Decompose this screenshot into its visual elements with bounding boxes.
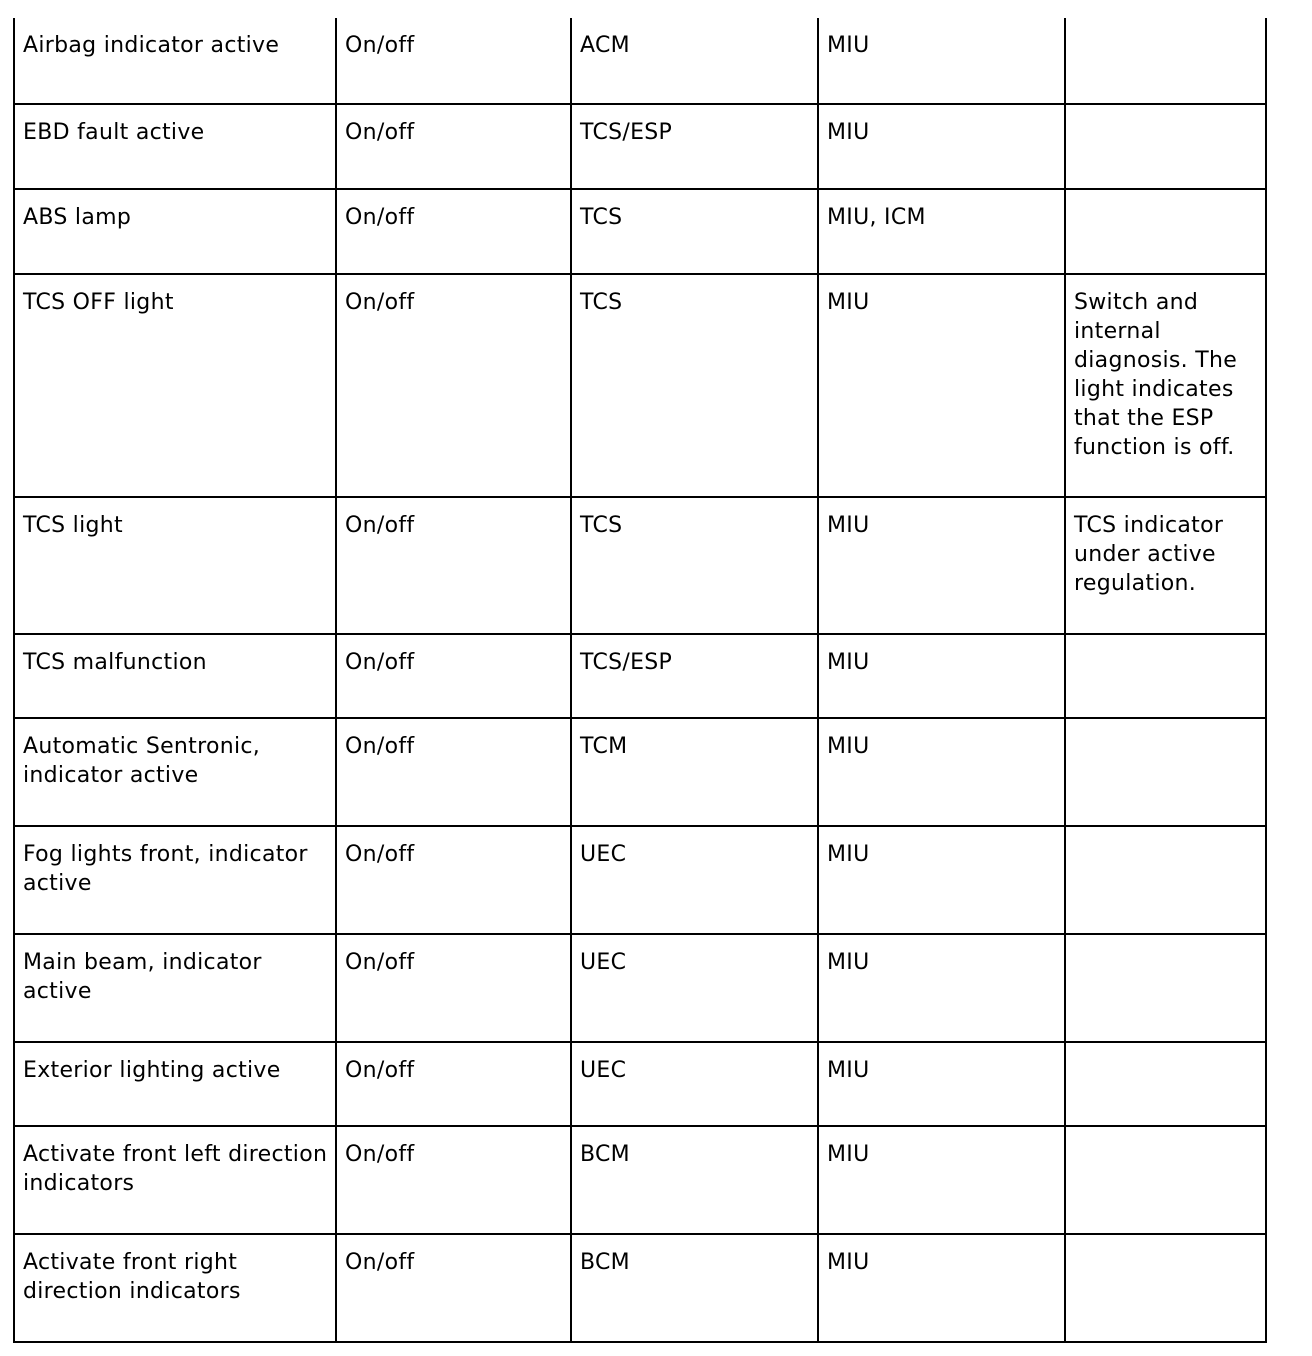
source-module-cell: TCS/ESP xyxy=(571,104,818,189)
receiver-module-cell: MIU, ICM xyxy=(818,189,1065,274)
signal-name-cell: Main beam, indicator active xyxy=(14,934,336,1042)
receiver-module-cell: MIU xyxy=(818,934,1065,1042)
source-module-cell: BCM xyxy=(571,1126,818,1234)
value-type-cell: On/off xyxy=(336,718,571,826)
signal-name-cell: Automatic Sentronic, indicator active xyxy=(14,718,336,826)
note-cell xyxy=(1065,18,1266,104)
value-type-cell: On/off xyxy=(336,189,571,274)
signal-name-cell: ABS lamp xyxy=(14,189,336,274)
source-module-cell: TCS xyxy=(571,189,818,274)
receiver-module-cell: MIU xyxy=(818,497,1065,634)
table-row xyxy=(14,718,1266,826)
value-type-cell: On/off xyxy=(336,1042,571,1126)
source-module-cell: TCS/ESP xyxy=(571,634,818,718)
table-row xyxy=(14,634,1266,718)
signal-name-cell: Activate front left direction indicators xyxy=(14,1126,336,1234)
table-row xyxy=(14,104,1266,189)
signal-table-body xyxy=(14,18,1266,1342)
value-type-cell: On/off xyxy=(336,18,571,104)
source-module-cell: BCM xyxy=(571,1234,818,1342)
receiver-module-cell: MIU xyxy=(818,826,1065,934)
signal-name-cell: TCS malfunction xyxy=(14,634,336,718)
note-cell xyxy=(1065,634,1266,718)
signal-name-cell: EBD fault active xyxy=(14,104,336,189)
receiver-module-cell: MIU xyxy=(818,104,1065,189)
note-cell xyxy=(1065,1042,1266,1126)
source-module-cell: TCM xyxy=(571,718,818,826)
signal-name-cell: TCS light xyxy=(14,497,336,634)
source-module-cell: UEC xyxy=(571,826,818,934)
source-module-cell: TCS xyxy=(571,274,818,497)
note-cell xyxy=(1065,1234,1266,1342)
value-type-cell: On/off xyxy=(336,634,571,718)
receiver-module-cell: MIU xyxy=(818,1042,1065,1126)
note-cell xyxy=(1065,934,1266,1042)
value-type-cell: On/off xyxy=(336,1126,571,1234)
table-row xyxy=(14,274,1266,497)
value-type-cell: On/off xyxy=(336,934,571,1042)
table-row xyxy=(14,497,1266,634)
table-row xyxy=(14,934,1266,1042)
note-cell: TCS indicator under active regulation. xyxy=(1065,497,1266,634)
value-type-cell: On/off xyxy=(336,104,571,189)
note-cell xyxy=(1065,189,1266,274)
source-module-cell: TCS xyxy=(571,497,818,634)
receiver-module-cell: MIU xyxy=(818,718,1065,826)
receiver-module-cell: MIU xyxy=(818,1126,1065,1234)
note-cell xyxy=(1065,1126,1266,1234)
table-row xyxy=(14,189,1266,274)
table-row xyxy=(14,1126,1266,1234)
note-cell: Switch and internal diagnosis. The light indicates that the ESP function is off. xyxy=(1065,274,1266,497)
receiver-module-cell: MIU xyxy=(818,1234,1065,1342)
note-cell xyxy=(1065,718,1266,826)
table-row xyxy=(14,18,1266,104)
signal-table xyxy=(13,18,1267,1343)
value-type-cell: On/off xyxy=(336,1234,571,1342)
receiver-module-cell: MIU xyxy=(818,634,1065,718)
signal-name-cell: Airbag indicator active xyxy=(14,18,336,104)
receiver-module-cell: MIU xyxy=(818,274,1065,497)
value-type-cell: On/off xyxy=(336,826,571,934)
signal-name-cell: Exterior lighting active xyxy=(14,1042,336,1126)
note-cell xyxy=(1065,104,1266,189)
signal-name-cell: TCS OFF light xyxy=(14,274,336,497)
value-type-cell: On/off xyxy=(336,497,571,634)
table-row xyxy=(14,1042,1266,1126)
table-row xyxy=(14,826,1266,934)
source-module-cell: UEC xyxy=(571,934,818,1042)
signal-name-cell: Activate front right direction indicators xyxy=(14,1234,336,1342)
signal-name-cell: Fog lights front, indicator active xyxy=(14,826,336,934)
source-module-cell: UEC xyxy=(571,1042,818,1126)
table-row xyxy=(14,1234,1266,1342)
source-module-cell: ACM xyxy=(571,18,818,104)
note-cell xyxy=(1065,826,1266,934)
value-type-cell: On/off xyxy=(336,274,571,497)
receiver-module-cell: MIU xyxy=(818,18,1065,104)
